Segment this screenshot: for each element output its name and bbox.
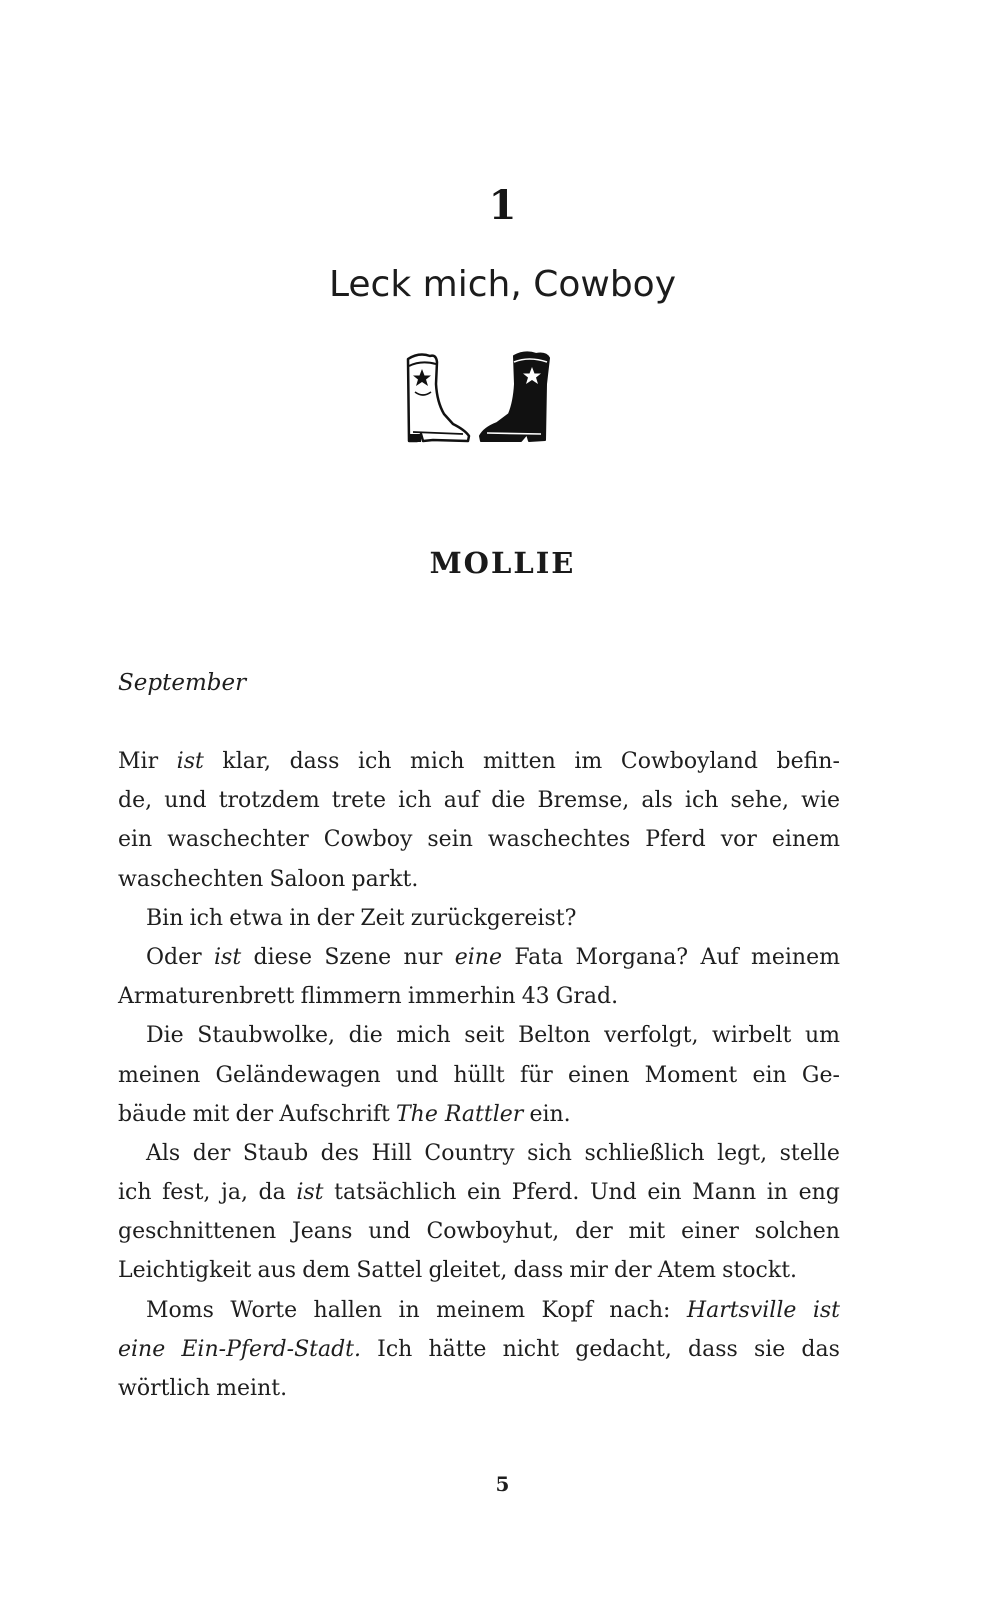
word: im — [574, 749, 603, 774]
word: wörtlich — [118, 1376, 210, 1401]
word: seit — [464, 1023, 505, 1049]
word: Als — [146, 1140, 181, 1166]
word: und — [164, 788, 207, 814]
word: dass — [513, 1258, 564, 1284]
word: einem — [771, 827, 840, 853]
word: und — [368, 1219, 411, 1245]
word: stockt. — [722, 1258, 798, 1284]
word: waschechten — [118, 866, 264, 892]
word: Grad. — [555, 984, 619, 1010]
word: Ge- — [801, 1062, 840, 1088]
left-boot-icon — [408, 355, 469, 442]
narrator-heading: MOLLIE — [429, 546, 576, 580]
word: legt, — [717, 1140, 768, 1166]
text-line — [118, 1330, 840, 1369]
word: aus — [257, 1258, 297, 1284]
word: Leichtigkeit — [118, 1258, 252, 1284]
word: Auf — [700, 944, 739, 970]
word: Country — [424, 1140, 515, 1166]
section-date: September — [118, 670, 247, 696]
word: solchen — [754, 1219, 840, 1245]
text-line — [118, 1095, 840, 1134]
word: einen — [567, 1062, 630, 1088]
word: auf — [443, 788, 480, 814]
word: gedacht, — [575, 1336, 672, 1362]
word: Cowboy — [323, 827, 413, 853]
text-line — [118, 1291, 840, 1330]
text-line — [118, 899, 840, 938]
word: immerhin — [407, 984, 516, 1010]
word: des — [320, 1140, 360, 1166]
word: nur — [403, 944, 443, 970]
text-line — [118, 1173, 840, 1212]
right-boot-icon — [480, 352, 549, 441]
word: Belton — [518, 1023, 591, 1049]
word: dass — [289, 749, 340, 774]
word: ein — [118, 827, 153, 853]
word: Bin — [146, 905, 184, 931]
word: ein — [466, 1180, 502, 1206]
word: de, — [118, 788, 153, 814]
word: der — [316, 905, 355, 931]
text-line — [118, 1251, 840, 1290]
word: meinem — [751, 944, 840, 970]
word: Mir — [118, 749, 159, 774]
word: mir — [569, 1258, 608, 1284]
word: fest, — [162, 1180, 211, 1206]
word: ja, — [221, 1180, 248, 1206]
word: für — [519, 1062, 553, 1088]
text-line — [118, 938, 840, 977]
word: Jeans — [291, 1219, 353, 1245]
word: der — [192, 1140, 231, 1166]
word: um — [804, 1023, 840, 1049]
word: Fata — [514, 944, 564, 970]
text-line — [118, 1134, 840, 1173]
word: eng — [798, 1180, 840, 1206]
cowboy-boots-icon — [401, 348, 557, 448]
word: sie — [753, 1336, 786, 1362]
word: klar, — [222, 749, 271, 774]
word: meinem — [436, 1297, 526, 1323]
word: gleitet, — [428, 1258, 508, 1284]
word: mich — [396, 1023, 451, 1049]
word: sein — [427, 827, 473, 853]
word: meinen — [118, 1062, 201, 1088]
word: Moms — [146, 1297, 214, 1323]
word: Armaturenbrett — [118, 984, 295, 1010]
word: geschnittenen — [118, 1219, 277, 1245]
word: hüllt — [453, 1062, 505, 1088]
word: mich — [410, 749, 465, 774]
word: ein — [647, 1180, 682, 1206]
word: The Rattler — [396, 1101, 524, 1127]
word: Geländewagen — [215, 1062, 381, 1088]
word: hallen — [313, 1297, 383, 1323]
word: vor — [720, 827, 757, 853]
page-number: 5 — [495, 1472, 510, 1496]
word: Sattel — [356, 1258, 423, 1284]
word: Und — [589, 1180, 637, 1206]
word: Ein-Pferd-Stadt. — [181, 1336, 362, 1362]
word: mitten — [483, 749, 556, 774]
word: in — [289, 905, 311, 931]
word: flimmern — [300, 984, 402, 1010]
word: der — [235, 1101, 274, 1127]
word: schließlich — [584, 1140, 705, 1166]
word: Szene — [324, 944, 392, 970]
word: Kopf — [541, 1297, 593, 1323]
text-line — [118, 742, 840, 781]
text-line — [118, 977, 840, 1016]
word: ich — [357, 749, 392, 774]
word: dass — [688, 1336, 738, 1362]
word: ist — [176, 749, 204, 774]
word: Bremse, — [537, 788, 630, 814]
word: ich — [118, 1180, 152, 1206]
text-line — [118, 1056, 840, 1095]
word: Saloon — [269, 866, 346, 892]
word: Hill — [371, 1140, 412, 1166]
word: 43 — [521, 984, 550, 1010]
word: der — [575, 1219, 613, 1245]
word: nach: — [609, 1297, 671, 1323]
word: die — [348, 1023, 383, 1049]
word: Atem — [657, 1258, 717, 1284]
word: als — [641, 788, 673, 814]
word: ein. — [529, 1101, 571, 1127]
word: Staubwolke, — [197, 1023, 336, 1049]
word: Hartsville — [686, 1297, 797, 1323]
word: Ich — [377, 1336, 413, 1362]
word: Aufschrift — [279, 1101, 390, 1127]
word: trete — [331, 788, 387, 814]
chapter-number: 1 — [488, 182, 517, 229]
word: diese — [253, 944, 312, 970]
word: eine — [454, 944, 502, 970]
word: Morgana? — [575, 944, 689, 970]
word: Oder — [146, 944, 202, 970]
word: ist — [296, 1180, 324, 1206]
word: ich — [684, 788, 719, 814]
word: tatsächlich — [334, 1180, 457, 1206]
word: verfolgt, — [604, 1023, 699, 1049]
word: nicht — [502, 1336, 560, 1362]
word: in — [398, 1297, 420, 1323]
word: ist — [214, 944, 242, 970]
word: ist — [812, 1297, 840, 1323]
word: ein — [752, 1062, 787, 1088]
word: das — [801, 1336, 840, 1362]
word: Moment — [644, 1062, 738, 1088]
word: Die — [146, 1023, 184, 1049]
chapter-title: Leck mich, Cowboy — [328, 264, 676, 305]
word: ich — [398, 788, 432, 814]
word: trotzdem — [218, 788, 320, 814]
text-line — [118, 781, 840, 820]
word: mit — [192, 1101, 230, 1127]
word: der — [614, 1258, 652, 1284]
word: die — [491, 788, 526, 814]
text-line — [118, 860, 840, 899]
word: sich — [527, 1140, 572, 1166]
word: etwa — [229, 905, 284, 931]
word: waschechter — [167, 827, 309, 853]
word: sehe, — [730, 788, 790, 814]
word: Cowboyhut, — [426, 1219, 560, 1245]
word: Pferd — [645, 827, 706, 853]
text-line — [118, 1016, 840, 1055]
word: zurückgereist? — [410, 905, 577, 931]
word: eine — [118, 1336, 166, 1362]
text-line — [118, 1212, 840, 1251]
word: meint. — [216, 1376, 288, 1401]
word: Zeit — [360, 905, 405, 931]
word: befin- — [776, 749, 840, 774]
word: Staub — [242, 1140, 309, 1166]
word: da — [258, 1180, 286, 1206]
body-text — [118, 742, 840, 1408]
word: stelle — [779, 1140, 840, 1166]
word: dem — [302, 1258, 351, 1284]
word: ich — [189, 905, 224, 931]
text-line — [118, 1369, 840, 1408]
word: wie — [801, 788, 840, 814]
word: Cowboyland — [620, 749, 758, 774]
word: Pferd. — [511, 1180, 580, 1206]
word: einer — [681, 1219, 739, 1245]
word: bäude — [118, 1101, 187, 1127]
word: Worte — [230, 1297, 298, 1323]
word: parkt. — [351, 866, 419, 892]
word: mit — [628, 1219, 666, 1245]
word: wirbelt — [712, 1023, 792, 1049]
word: in — [766, 1180, 788, 1206]
word: und — [395, 1062, 439, 1088]
text-line — [118, 820, 840, 859]
word: Mann — [692, 1180, 757, 1206]
word: waschechtes — [487, 827, 631, 853]
word: hätte — [428, 1336, 487, 1362]
